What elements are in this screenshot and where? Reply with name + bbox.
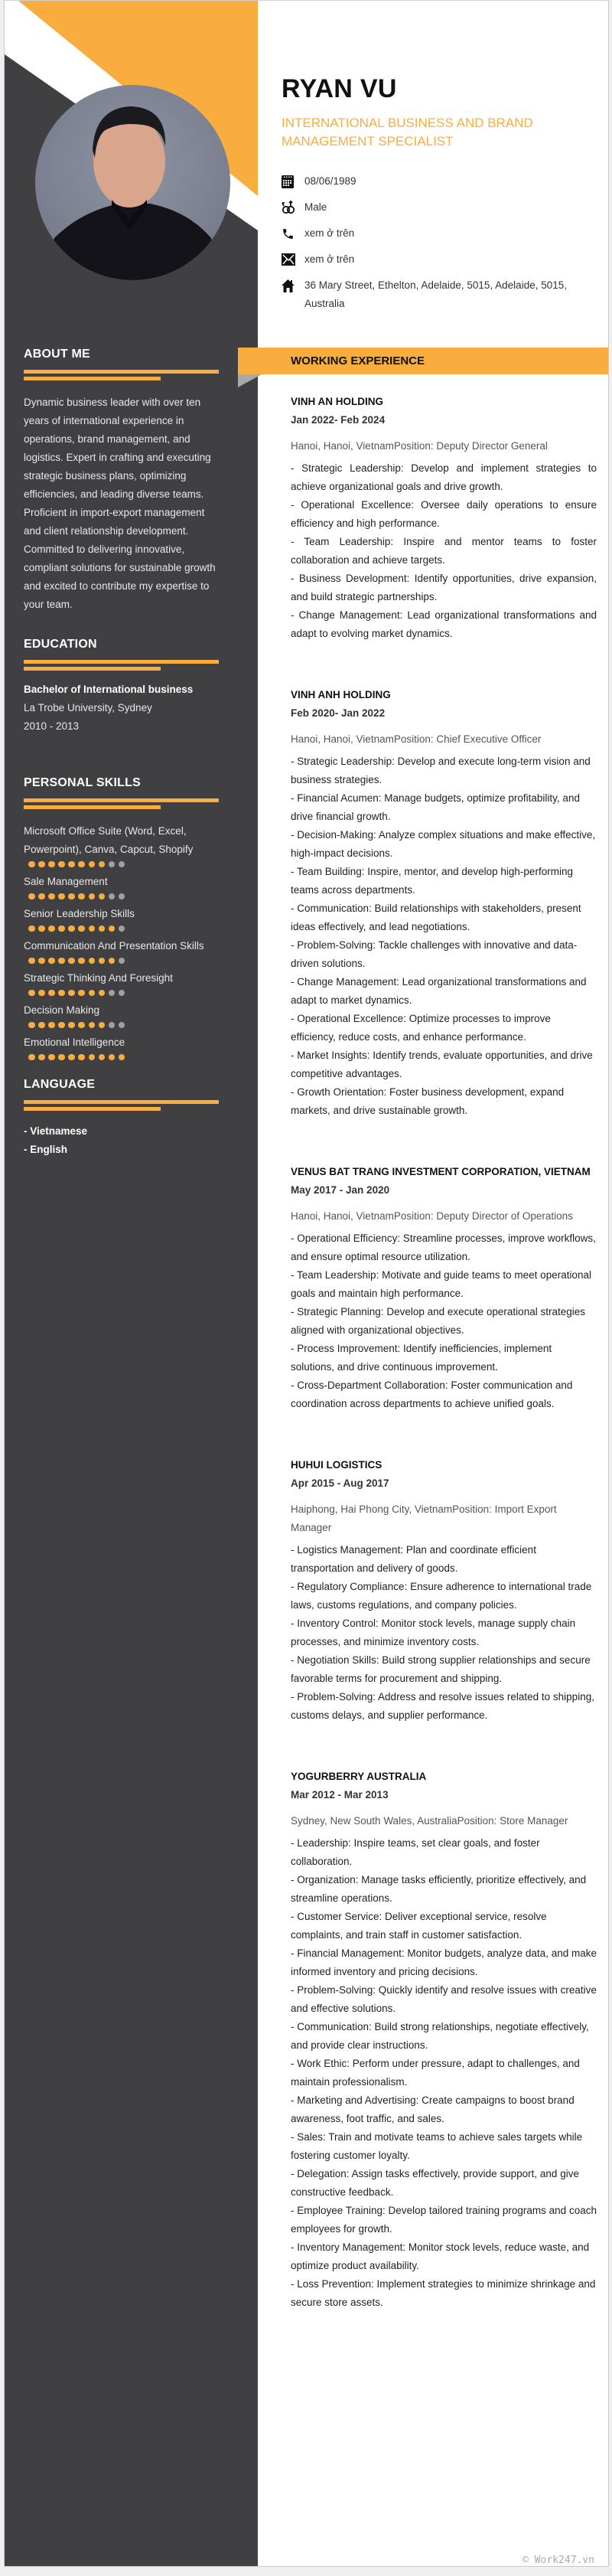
job-entry: [291, 686, 597, 1120]
job-bullet: - Communication: Build strong relationships, negotiate effectively, and provide clear instructions.: [291, 2021, 589, 2051]
job-description: [291, 1834, 597, 2312]
rating-dot-filled: [78, 990, 85, 997]
rating-dot-empty: [119, 926, 125, 932]
rating-dot-filled: [38, 1054, 45, 1061]
rating-dot-filled: [99, 926, 106, 932]
job-bullet: - Operational Excellence: Optimize processes to improve efficiency, reduce costs, and enhance performance.: [291, 1013, 551, 1043]
ribbon-fold: [238, 374, 262, 387]
rating-dot-filled: [58, 861, 65, 868]
job-bullet: - Change Management: Lead organizational transformations and adapt to evolving market dynamics.: [291, 609, 597, 639]
rating-dot-filled: [48, 990, 55, 997]
job-entry: [291, 1456, 597, 1725]
job-description: [291, 459, 597, 643]
main-column: [258, 1, 609, 2566]
rating-dot-filled: [68, 1054, 75, 1061]
job-company: YOGURBERRY AUSTRALIA: [291, 1771, 427, 1782]
job-bullet: - Financial Management: Monitor budgets, analyze data, and make informed inventory and pricing decisions.: [291, 1948, 597, 1977]
job-company: VENUS BAT TRANG INVESTMENT CORPORATION, VIETNAM: [291, 1166, 591, 1177]
job-entry: [291, 1163, 597, 1413]
job-bullet: - Loss Prevention: Implement strategies to minimize shrinkage and secure store assets.: [291, 2278, 596, 2308]
skill-item: [24, 969, 226, 997]
job-bullet: - Delegation: Assign tasks effectively, provide support, and give constructive feedback.: [291, 2168, 579, 2198]
rating-dot-filled: [68, 1022, 75, 1029]
rating-dot-filled: [48, 1054, 55, 1061]
education-years: 2010 - 2013: [24, 720, 80, 732]
job-bullet: - Operational Excellence: Oversee daily operations to ensure efficiency and high performance.: [291, 499, 597, 529]
heading-underline-short: [24, 805, 161, 809]
education-section: [24, 637, 226, 736]
info-email: [282, 250, 595, 269]
language-section: [24, 1077, 226, 1159]
heading-underline: [24, 370, 219, 374]
job-company: VINH ANH HOLDING: [291, 689, 391, 700]
candidate-role: INTERNATIONAL BUSINESS AND BRAND MANAGEMENT SPECIALIST: [282, 116, 533, 149]
job-bullet: - Problem-Solving: Tackle challenges with innovative and data-driven solutions.: [291, 939, 578, 969]
info-phone: [282, 224, 595, 243]
about-section: [24, 347, 226, 614]
job-bullet: - Work Ethic: Perform under pressure, adapt to challenges, and maintain professionalism.: [291, 2058, 580, 2088]
rating-dot-filled: [38, 861, 45, 868]
rating-dot-filled: [38, 958, 45, 965]
education-school: La Trobe University, Sydney: [24, 702, 152, 713]
rating-dot-filled: [48, 958, 55, 965]
job-company: HUHUI LOGISTICS: [291, 1459, 382, 1471]
job-bullet: - Organization: Manage tasks efficiently, prioritize effectively, and streamline operations.: [291, 1874, 587, 1904]
skills-section: [24, 775, 226, 1062]
job-dates: Feb 2020- Jan 2022: [291, 707, 386, 719]
education-heading: EDUCATION: [24, 638, 97, 651]
rating-dot-filled: [68, 861, 75, 868]
heading-underline-short: [24, 377, 161, 380]
job-bullet: - Customer Service: Deliver exceptional service, resolve complaints, and train staff in customer satisfaction.: [291, 1911, 547, 1941]
job-bullet: - Team Building: Inspire, mentor, and develop high-performing teams across departments.: [291, 866, 573, 896]
job-bullet: - Regulatory Compliance: Ensure adherence to international trade laws, customs regulations, and company policies.: [291, 1581, 592, 1611]
rating-dot-filled: [68, 926, 75, 932]
rating-dot-filled: [28, 893, 35, 900]
job-bullet: - Business Development: Identify opportunities, drive expansion, and build strategic partnerships.: [291, 573, 597, 602]
skill-item: [24, 822, 226, 869]
rating-dot-filled: [78, 958, 85, 965]
rating-dot-filled: [109, 926, 116, 932]
rating-dot-filled: [89, 926, 96, 932]
job-bullet: - Team Leadership: Inspire and mentor teams to foster collaboration and achieve targets.: [291, 536, 597, 566]
calendar-icon: [282, 172, 304, 191]
email-icon: [282, 250, 304, 269]
rating-dot-filled: [38, 926, 45, 932]
rating-dot-filled: [99, 861, 106, 868]
rating-dot-filled: [78, 893, 85, 900]
skill-name: Communication And Presentation Skills: [24, 940, 204, 952]
skill-item: [24, 873, 226, 901]
skill-list: [24, 822, 226, 1062]
job-description: [291, 1541, 597, 1725]
job-bullet: - Leadership: Inspire teams, set clear goals, and foster collaboration.: [291, 1837, 540, 1867]
job-bullet: - Logistics Management: Plan and coordinate efficient transportation and delivery of goods.: [291, 1544, 536, 1574]
job-bullet: - Strategic Planning: Develop and execute operational strategies aligned with organizational objectives.: [291, 1306, 585, 1336]
job-bullet: - Financial Acumen: Manage budgets, optimize profitability, and drive financial growth.: [291, 792, 580, 822]
candidate-name: RYAN VU: [282, 74, 397, 103]
watermark: © Work247.vn: [522, 2555, 594, 2566]
job-bullet: - Change Management: Lead organizational transformations and adapt to market dynamics.: [291, 976, 587, 1006]
rating-dot-filled: [48, 893, 55, 900]
rating-dot-filled: [119, 1054, 125, 1061]
job-bullet: - Sales: Train and motivate teams to achieve sales targets while fostering customer loyalty.: [291, 2131, 583, 2161]
skill-rating: [28, 1020, 226, 1030]
avatar: [35, 85, 230, 280]
rating-dot-filled: [58, 926, 65, 932]
job-bullet: - Market Insights: Identify trends, evaluate opportunities, and drive competitive advantages.: [291, 1050, 593, 1079]
skill-name: Emotional Intelligence: [24, 1037, 125, 1048]
skill-name: Sale Management: [24, 876, 108, 887]
rating-dot-filled: [28, 990, 35, 997]
rating-dot-empty: [119, 861, 125, 868]
rating-dot-filled: [99, 958, 106, 965]
job-bullet: - Inventory Control: Monitor stock levels, manage supply chain processes, and minimize inventory costs.: [291, 1618, 576, 1647]
rating-dot-filled: [99, 990, 106, 997]
gender-value: Male: [304, 201, 327, 213]
skill-item: [24, 905, 226, 933]
rating-dot-filled: [78, 926, 85, 932]
rating-dot-filled: [78, 861, 85, 868]
skill-rating: [28, 860, 226, 869]
skill-rating: [28, 1053, 226, 1062]
rating-dot-filled: [38, 893, 45, 900]
rating-dot-filled: [99, 1022, 106, 1029]
rating-dot-filled: [48, 926, 55, 932]
job-description: [291, 1229, 597, 1413]
job-dates: Mar 2012 - Mar 2013: [291, 1789, 389, 1801]
rating-dot-filled: [89, 1054, 96, 1061]
job-dates: Apr 2015 - Aug 2017: [291, 1477, 389, 1489]
job-bullet: - Operational Efficiency: Streamline processes, improve workflows, and ensure optimal resource utilization.: [291, 1232, 596, 1262]
skill-item: [24, 937, 226, 965]
skill-rating: [28, 956, 226, 965]
job-bullet: - Marketing and Advertising: Create campaigns to boost brand awareness, foot traffic, and sales.: [291, 2094, 575, 2124]
rating-dot-filled: [28, 861, 35, 868]
info-gender: [282, 198, 595, 217]
rating-dot-filled: [109, 958, 116, 965]
rating-dot-empty: [109, 990, 116, 997]
rating-dot-empty: [109, 1022, 116, 1029]
rating-dot-filled: [89, 958, 96, 965]
skills-heading: PERSONAL SKILLS: [24, 776, 141, 789]
rating-dot-empty: [119, 1022, 125, 1029]
rating-dot-filled: [28, 926, 35, 932]
rating-dot-filled: [28, 1054, 35, 1061]
job-bullet: - Problem-Solving: Quickly identify and resolve issues with creative and effective solutions.: [291, 1984, 597, 2014]
job-location: Hanoi, Hanoi, VietnamPosition: Deputy Director General: [291, 440, 548, 452]
job-location: Hanoi, Hanoi, VietnamPosition: Deputy Director of Operations: [291, 1210, 573, 1222]
skill-name: Senior Leadership Skills: [24, 908, 135, 919]
heading-underline-short: [24, 667, 161, 671]
job-dates: May 2017 - Jan 2020: [291, 1184, 390, 1196]
rating-dot-empty: [119, 893, 125, 900]
heading-underline-short: [24, 1107, 161, 1111]
rating-dot-filled: [68, 893, 75, 900]
experience-heading-bar: [238, 348, 609, 374]
info-birthdate: [282, 172, 595, 191]
job-bullet: - Process Improvement: Identify inefficiencies, implement solutions, and drive continuous improvement.: [291, 1343, 552, 1373]
skill-item: [24, 1001, 226, 1030]
rating-dot-filled: [99, 893, 106, 900]
about-heading: ABOUT ME: [24, 348, 90, 361]
job-bullet: - Employee Training: Develop tailored training programs and coach employees for growth.: [291, 2205, 597, 2235]
rating-dot-filled: [58, 893, 65, 900]
rating-dot-filled: [89, 1022, 96, 1029]
rating-dot-filled: [48, 1022, 55, 1029]
skill-name: Decision Making: [24, 1004, 100, 1016]
rating-dot-empty: [119, 990, 125, 997]
phone-value: xem ở trên: [304, 227, 355, 239]
job-bullet: - Cross-Department Collaboration: Foster communication and coordination across departments to achieve unified goals.: [291, 1379, 573, 1409]
rating-dot-filled: [38, 1022, 45, 1029]
job-entry: [291, 1768, 597, 2312]
rating-dot-filled: [58, 958, 65, 965]
education-degree: Bachelor of International business: [24, 684, 194, 695]
about-text: Dynamic business leader with over ten years of international experience in operations, brand management, and logistics. Expert in crafting and executing strategic business plans, optimizing efficiencies, and leading diverse teams. Proficient in import-export management and client relationship development. Committed to delivering innovative, compliant solutions for sustainable growth and excited to contribute my expertise to your team.: [24, 397, 216, 610]
address-value: 36 Mary Street, Ethelton, Adelaide, 5015, Adelaide, 5015, Australia: [304, 279, 567, 309]
job-location: Haiphong, Hai Phong City, VietnamPosition: Import Export Manager: [291, 1503, 557, 1533]
rating-dot-empty: [109, 893, 116, 900]
rating-dot-filled: [28, 1022, 35, 1029]
language-heading: LANGUAGE: [24, 1078, 96, 1091]
gender-icon: [282, 198, 304, 217]
rating-dot-filled: [78, 1054, 85, 1061]
rating-dot-filled: [58, 990, 65, 997]
resume-page: [4, 0, 609, 2567]
rating-dot-filled: [78, 1022, 85, 1029]
job-bullet: - Decision-Making: Analyze complex situations and make effective, high-impact decisions.: [291, 829, 596, 859]
birthdate-value: 08/06/1989: [304, 175, 356, 187]
language-item: - Vietnamese: [24, 1125, 88, 1137]
rating-dot-filled: [89, 990, 96, 997]
job-bullet: - Inventory Management: Monitor stock levels, reduce waste, and optimize product availability.: [291, 2241, 590, 2271]
profile-photo: [35, 85, 230, 280]
rating-dot-filled: [48, 861, 55, 868]
job-list: [291, 393, 597, 2355]
skill-rating: [28, 924, 226, 933]
rating-dot-filled: [28, 958, 35, 965]
rating-dot-empty: [119, 958, 125, 965]
rating-dot-filled: [38, 990, 45, 997]
job-bullet: - Strategic Leadership: Develop and implement strategies to achieve organizational goals and drive growth.: [291, 462, 597, 492]
job-entry: [291, 393, 597, 643]
skill-item: [24, 1033, 226, 1062]
language-list: [24, 1122, 226, 1159]
personal-info: [282, 172, 595, 321]
job-bullet: - Team Leadership: Motivate and guide teams to meet operational goals and maintain high performance.: [291, 1269, 591, 1299]
rating-dot-filled: [89, 861, 96, 868]
home-icon: [282, 276, 304, 295]
heading-underline: [24, 660, 219, 664]
email-value: xem ở trên: [304, 253, 355, 265]
job-company: VINH AN HOLDING: [291, 396, 383, 407]
rating-dot-filled: [89, 893, 96, 900]
job-location: Hanoi, Hanoi, VietnamPosition: Chief Executive Officer: [291, 733, 542, 745]
heading-underline: [24, 1100, 219, 1104]
rating-dot-filled: [99, 1054, 106, 1061]
sidebar: [5, 1, 258, 2566]
job-bullet: - Problem-Solving: Address and resolve issues related to shipping, customs delays, and supplier performance.: [291, 1691, 594, 1721]
rating-dot-filled: [68, 990, 75, 997]
phone-icon: [282, 224, 304, 243]
rating-dot-filled: [58, 1054, 65, 1061]
rating-dot-empty: [109, 861, 116, 868]
language-item: - English: [24, 1144, 67, 1155]
skill-rating: [28, 988, 226, 997]
job-bullet: - Growth Orientation: Foster business development, expand markets, and drive sustainable growth.: [291, 1086, 565, 1116]
rating-dot-filled: [68, 958, 75, 965]
skill-name: Microsoft Office Suite (Word, Excel, Powerpoint), Canva, Capcut, Shopify: [24, 825, 194, 855]
skill-rating: [28, 892, 226, 901]
job-bullet: - Communication: Build relationships with stakeholders, present ideas effectively, and lead negotiations.: [291, 903, 581, 932]
job-location: Sydney, New South Wales, AustraliaPosition: Store Manager: [291, 1815, 568, 1827]
job-bullet: - Negotiation Skills: Build strong supplier relationships and secure favorable terms for procurement and shipping.: [291, 1654, 591, 1684]
rating-dot-filled: [109, 1054, 116, 1061]
job-bullet: - Strategic Leadership: Develop and execute long-term vision and business strategies.: [291, 756, 591, 785]
info-address: [282, 276, 595, 313]
heading-underline: [24, 798, 219, 802]
rating-dot-filled: [58, 1022, 65, 1029]
job-description: [291, 753, 597, 1120]
skill-name: Strategic Thinking And Foresight: [24, 972, 173, 984]
experience-heading: WORKING EXPERIENCE: [291, 354, 425, 367]
job-dates: Jan 2022- Feb 2024: [291, 414, 386, 426]
